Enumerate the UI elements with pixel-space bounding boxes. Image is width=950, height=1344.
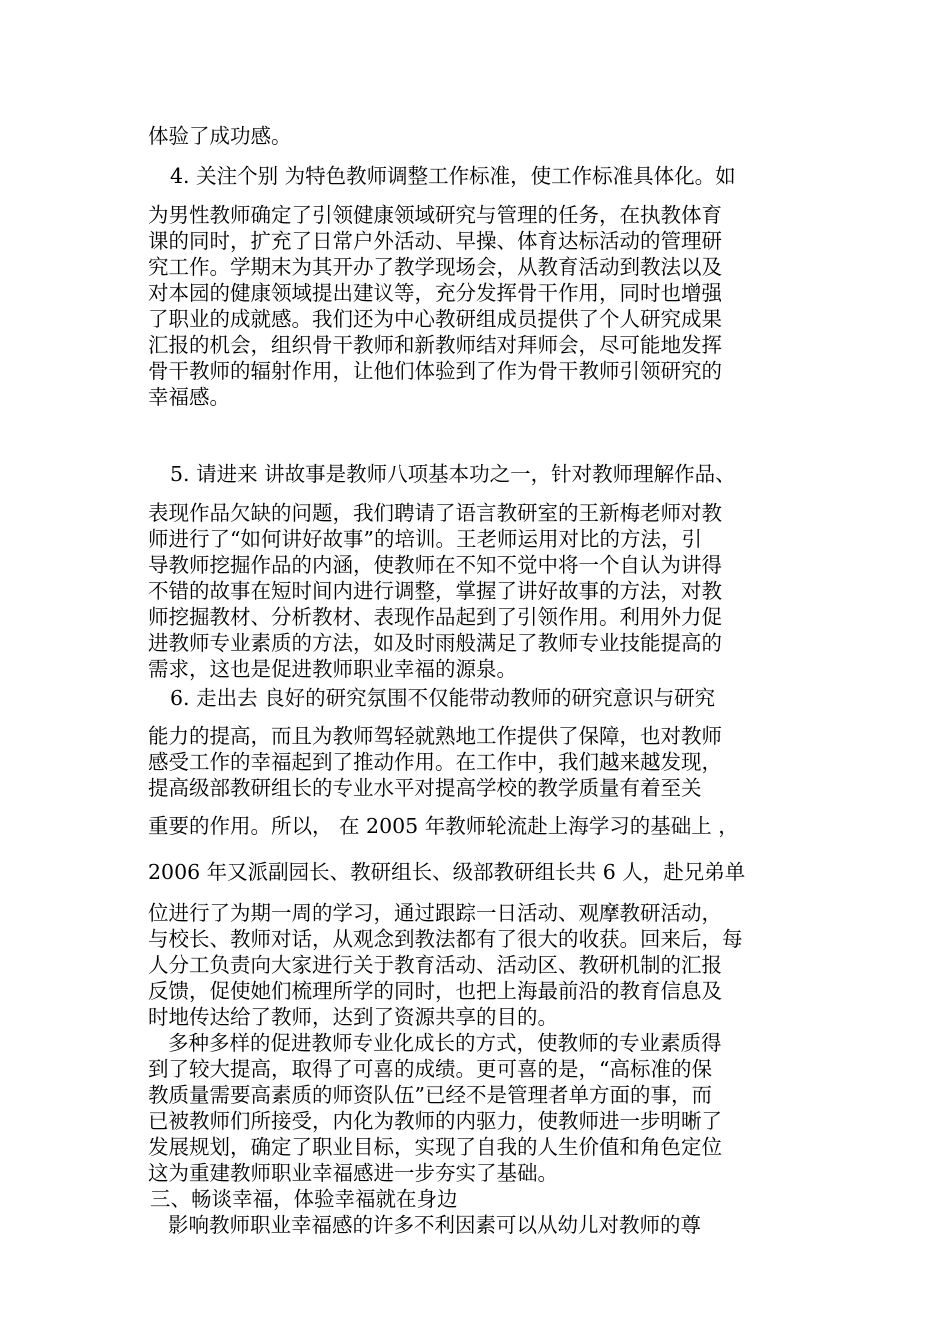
text-line: 与校长、教师对话，从观念到教法都有了很大的收获。回来后，每 xyxy=(148,927,743,951)
text-line: 提高级部教研组长的专业水平对提高学校的教学质量有着至关 xyxy=(148,776,702,800)
item-4-heading-line: 4. 关注个别 为特色教师调整工作标准，使工作标准具体化。如 xyxy=(170,164,736,188)
text-line: 发展规划，确定了职业目标，实现了自我的人生价值和角色定位 xyxy=(148,1135,722,1159)
text-line: 了职业的成就感。我们还为中心教研组成员提供了个人研究成果 xyxy=(148,307,722,331)
text-line: 课的同时，扩充了日常户外活动、早操、体育达标活动的管理研 xyxy=(148,229,722,253)
item-6-heading-line: 6. 走出去 良好的研究氛围不仅能带动教师的研究意识与研究 xyxy=(170,686,716,710)
text-line: 表现作品欠缺的问题，我们聘请了语言教研室的王新梅老师对教 xyxy=(148,501,722,525)
text-line: 2006 年又派副园长、教研组长、级部教研组长共 6 人，赴兄弟单 xyxy=(148,860,746,884)
text-line: 反馈，促使她们梳理所学的同时，也把上海最前沿的教育信息及 xyxy=(148,979,722,1003)
text-line: 不错的故事在短时间内进行调整，掌握了讲好故事的方法，对教 xyxy=(148,579,722,603)
text-line: 时地传达给了教师，达到了资源共享的目的。 xyxy=(148,1005,558,1029)
text-line: 幸福感。 xyxy=(148,385,230,409)
text-line: 骨干教师的辐射作用，让他们体验到了作为骨干教师引领研究的 xyxy=(148,359,722,383)
text-line: 这为重建教师职业幸福感进一步夯实了基础。 xyxy=(148,1161,558,1185)
text-line: 感受工作的幸福起到了推动作用。在工作中，我们越来越发现， xyxy=(148,750,722,774)
text-line: 需求，这也是促进教师职业幸福的源泉。 xyxy=(148,657,517,681)
text-line: 汇报的机会，组织骨干教师和新教师结对拜师会，尽可能地发挥 xyxy=(148,333,722,357)
paragraph-indent-line: 影响教师职业幸福感的许多不利因素可以从幼儿对教师的尊 xyxy=(168,1213,701,1237)
text-line: 位进行了为期一周的学习，通过跟踪一日活动、观摩教研活动， xyxy=(148,901,722,925)
text-line: 已被教师们所接受，内化为教师的内驱力，使教师进一步明晰了 xyxy=(148,1109,722,1133)
text-line: 对本园的健康领域提出建议等，充分发挥骨干作用，同时也增强 xyxy=(148,281,722,305)
text-line: 为男性教师确定了引领健康领域研究与管理的任务，在执教体育 xyxy=(148,203,722,227)
text-line: 教质量需要高素质的师资队伍”已经不是管理者单方面的事，而 xyxy=(148,1083,712,1107)
paragraph-indent-line: 多种多样的促进教师专业化成长的方式，使教师的专业素质得 xyxy=(168,1031,722,1055)
text-line: 导教师挖掘作品的内涵，使教师在不知不觉中将一个自认为讲得 xyxy=(148,553,722,577)
text-line: 究工作。学期末为其开办了教学现场会，从教育活动到教法以及 xyxy=(148,255,722,279)
text-line: 进教师专业素质的方法，如及时雨般满足了教师专业技能提高的 xyxy=(148,631,722,655)
section-heading: 三、畅谈幸福，体验幸福就在身边 xyxy=(150,1187,458,1211)
text-line: 能力的提高，而且为教师驾轻就熟地工作提供了保障，也对教师 xyxy=(148,724,722,748)
text-line: 师挖掘教材、分析教材、表现作品起到了引领作用。利用外力促 xyxy=(148,605,722,629)
item-5-heading-line: 5. 请进来 讲故事是教师八项基本功之一，针对教师理解作品、 xyxy=(170,462,736,486)
text-line: 师进行了“如何讲好故事”的培训。王老师运用对比的方法，引 xyxy=(148,527,702,551)
text-line: 人分工负责向大家进行关于教育活动、活动区、教研机制的汇报 xyxy=(148,953,722,977)
text-line: 体验了成功感。 xyxy=(148,124,292,148)
text-line: 重要的作用。所以， 在 2005 年教师轮流赴上海学习的基础上 ， xyxy=(148,814,739,838)
text-line: 到了较大提高，取得了可喜的成绩。更可喜的是，“高标准的保 xyxy=(148,1057,712,1081)
